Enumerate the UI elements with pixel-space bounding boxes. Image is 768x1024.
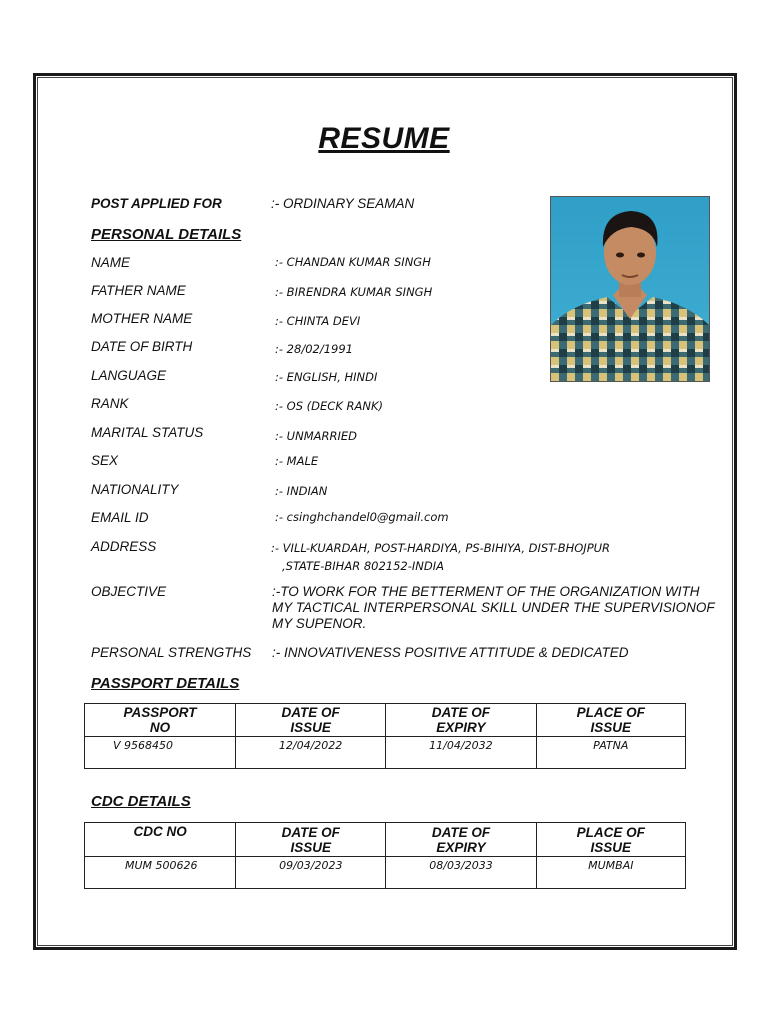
field-value: :- UNMARRIED bbox=[275, 429, 357, 443]
table-row bbox=[85, 857, 686, 889]
field-value: :- BIRENDRA KUMAR SINGH bbox=[275, 285, 433, 299]
field-value: :- csinghchandel0@gmail.com bbox=[275, 510, 449, 524]
table-header: DATE OF ISSUE bbox=[236, 823, 386, 857]
post-value: :- ORDINARY SEAMAN bbox=[271, 196, 415, 211]
field-label: LANGUAGE bbox=[91, 368, 167, 383]
table-row bbox=[85, 737, 686, 769]
field-value: :- OS (DECK RANK) bbox=[275, 399, 384, 413]
table-header: CDC NO bbox=[85, 823, 236, 857]
post-applied bbox=[91, 196, 414, 211]
table-cell: MUMBAI bbox=[536, 857, 685, 889]
field-label: MOTHER NAME bbox=[91, 311, 193, 326]
field-value: :-TO WORK FOR THE BETTERMENT OF THE ORGANIZATION WITH MY TACTICAL INTERPERSONAL SKILL UNDER THE SUPERVISIONOF MY SUPENOR. bbox=[272, 584, 715, 631]
field-label: OBJECTIVE bbox=[91, 584, 167, 599]
section-personal-details: PERSONAL DETAILS bbox=[91, 226, 242, 243]
section-cdc-details: CDC DETAILS bbox=[91, 793, 191, 810]
field-value: :- INDIAN bbox=[275, 484, 328, 498]
table-header-row bbox=[85, 704, 686, 737]
field-value: :- INNOVATIVENESS POSITIVE ATTITUDE & DEDICATED bbox=[272, 645, 629, 660]
table-header: DATE OF ISSUE bbox=[235, 704, 385, 737]
table-cell: 12/04/2022 bbox=[235, 737, 385, 769]
cdc-table bbox=[84, 822, 686, 889]
table-cell: MUM 500626 bbox=[85, 857, 236, 889]
table-cell: 08/03/2033 bbox=[386, 857, 536, 889]
field-value: :- ENGLISH, HINDI bbox=[275, 370, 378, 384]
field-label: NATIONALITY bbox=[91, 482, 179, 497]
field-label: DATE OF BIRTH bbox=[91, 339, 193, 354]
post-label: POST APPLIED FOR bbox=[91, 196, 222, 211]
field-label: SEX bbox=[91, 453, 119, 468]
table-header: PLACE OF ISSUE bbox=[536, 823, 685, 857]
field-value: :- 28/02/1991 bbox=[275, 342, 353, 356]
field-value: :- MALE bbox=[275, 454, 319, 468]
field-value: :- CHINTA DEVI bbox=[275, 314, 361, 328]
table-cell: 09/03/2023 bbox=[236, 857, 386, 889]
address-line-2: ,STATE-BIHAR 802152-INDIA bbox=[282, 559, 444, 573]
field-label: PERSONAL STRENGTHS bbox=[91, 645, 252, 660]
field-label: ADDRESS bbox=[91, 539, 157, 554]
field-label: NAME bbox=[91, 255, 131, 270]
table-cell: PATNA bbox=[536, 737, 685, 769]
section-passport-details: PASSPORT DETAILS bbox=[91, 675, 240, 692]
person-photo-icon bbox=[551, 197, 709, 381]
field-value: :- VILL-KUARDAH, POST-HARDIYA, PS-BIHIYA, DIST-BHOJPUR bbox=[271, 541, 611, 555]
table-header-row bbox=[85, 823, 686, 857]
field-label: RANK bbox=[91, 396, 129, 411]
field-label: EMAIL ID bbox=[91, 510, 149, 525]
table-header: PASSPORT NO bbox=[85, 704, 236, 737]
profile-photo bbox=[550, 196, 710, 382]
table-cell: V 9568450 bbox=[85, 737, 236, 769]
table-cell: 11/04/2032 bbox=[386, 737, 536, 769]
table-header: DATE OF EXPIRY bbox=[386, 704, 536, 737]
table-header: PLACE OF ISSUE bbox=[536, 704, 685, 737]
table-header: DATE OF EXPIRY bbox=[386, 823, 536, 857]
field-value: :- CHANDAN KUMAR SINGH bbox=[275, 255, 431, 269]
page-title: RESUME bbox=[318, 122, 450, 155]
field-label: FATHER NAME bbox=[91, 283, 186, 298]
field-label: MARITAL STATUS bbox=[91, 425, 204, 440]
passport-table bbox=[84, 703, 686, 769]
